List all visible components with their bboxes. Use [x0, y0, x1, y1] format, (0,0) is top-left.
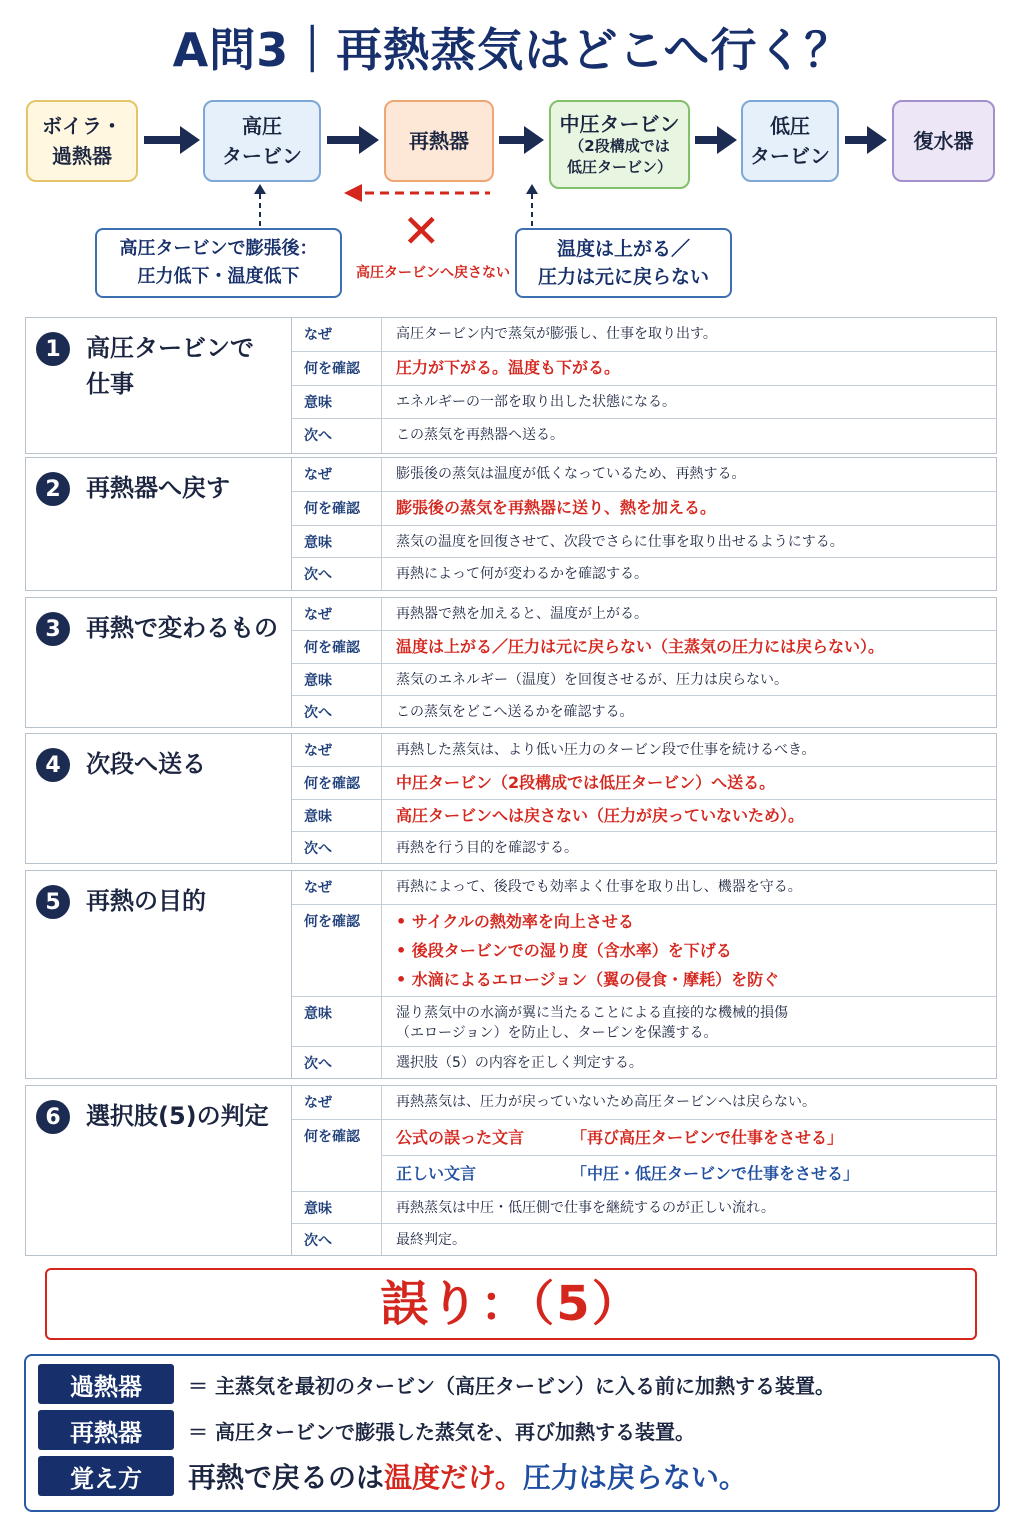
row-why	[292, 458, 996, 492]
section-number-badge: 4	[36, 748, 70, 782]
list-item: • 水滴によるエロージョン（翼の侵食・摩耗）を防ぐ	[396, 970, 780, 989]
section-number-badge: 6	[36, 1100, 70, 1134]
memo-part1: 再熱で戻るのは	[188, 1461, 385, 1494]
hp-note-line2: 圧力低下・温度低下	[137, 266, 300, 287]
row-check	[292, 1120, 996, 1192]
row-label: なぜ	[292, 734, 382, 766]
rh-note-line1: 温度は上がる／	[556, 238, 690, 260]
summary-box	[24, 1354, 1000, 1512]
row-check	[292, 631, 996, 664]
list-item: • 後段タービンでの湿り度（含水率）を下げる	[396, 941, 732, 960]
memo-part2: 温度だけ。	[384, 1461, 523, 1494]
row-text: 温度は上がる／圧力は元に戻らない（主蒸気の圧力には戻らない）。	[396, 637, 885, 656]
summary-row-superheater	[38, 1364, 835, 1404]
flow-arrows	[0, 90, 1024, 230]
check-list	[382, 905, 996, 996]
ip-label-line1: 中圧タービン	[559, 111, 680, 136]
row-why	[292, 598, 996, 631]
row-check	[292, 905, 996, 997]
intermediate-pressure-turbine-box	[549, 100, 690, 189]
lp-label-line2: タービン	[750, 144, 830, 168]
row-label: 意味	[292, 664, 382, 695]
boiler-label-line1: ボイラ・	[42, 114, 122, 138]
row-label: 次へ	[292, 558, 382, 590]
section-5-head	[26, 871, 292, 1078]
page-title: A問3｜再熱蒸気はどこへ行く？	[172, 23, 852, 77]
row-why	[292, 871, 996, 905]
final-answer: 誤り：（5）	[45, 1268, 977, 1340]
row-label: 次へ	[292, 832, 382, 863]
row-check	[292, 492, 996, 526]
row-next	[292, 696, 996, 727]
hp-label-line1: 高圧	[242, 114, 282, 138]
row-text: 再熱によって、後段でも効率よく仕事を取り出し、機器を守る。	[396, 879, 802, 895]
low-pressure-turbine-box	[741, 100, 839, 182]
row-label: 何を確認	[292, 492, 382, 525]
section-title: 次段へ送る	[86, 750, 206, 778]
row-label: なぜ	[292, 458, 382, 491]
row-why	[292, 734, 996, 767]
row-next	[292, 1047, 996, 1078]
section-3	[25, 597, 997, 728]
reheat-note	[515, 228, 732, 298]
row-label: 何を確認	[292, 905, 382, 996]
row-label: 何を確認	[292, 1120, 382, 1191]
meaning-line2: （エロージョン）を防止し、タービンを保護する。	[396, 1025, 718, 1041]
boiler-superheater-box	[26, 100, 138, 182]
correct-wording-text: 「中圧・低圧タービンで仕事をさせる」	[571, 1164, 860, 1183]
section-6	[25, 1085, 997, 1256]
section-2-head	[26, 458, 292, 590]
row-text: この蒸気を再熱器へ送る。	[396, 427, 564, 443]
section-1	[25, 317, 997, 454]
reheater-tag: 再熱器	[38, 1410, 174, 1450]
row-text: 最終判定。	[396, 1232, 466, 1248]
row-text: 再熱器で熱を加えると、温度が上がる。	[396, 606, 648, 622]
section-title	[86, 330, 254, 402]
summary-row-reheater	[38, 1410, 695, 1450]
row-text: 圧力が下がる。温度も下がる。	[396, 358, 621, 377]
row-text: この蒸気をどこへ送るかを確認する。	[396, 704, 634, 720]
section-5	[25, 870, 997, 1079]
superheater-tag: 過熱器	[38, 1364, 174, 1404]
meaning-line1: 湿り蒸気中の水滴が翼に当たることによる直接的な機械的損傷	[396, 1005, 788, 1021]
section-title: 再熱で変わるもの	[86, 614, 278, 642]
row-meaning	[292, 1192, 996, 1224]
row-why	[292, 1086, 996, 1120]
correct-wording-label: 正しい文言	[396, 1164, 477, 1183]
row-next	[292, 558, 996, 590]
row-next	[292, 419, 996, 453]
section-title: 選択肢(5)の判定	[86, 1102, 269, 1130]
section-title-line1: 高圧タービンで	[86, 334, 254, 362]
row-label: なぜ	[292, 598, 382, 630]
ip-label-line2: （2段構成では	[569, 136, 670, 155]
row-label: 何を確認	[292, 352, 382, 385]
correct-wording-line	[382, 1156, 996, 1191]
row-meaning	[292, 526, 996, 558]
section-number-badge: 2	[36, 472, 70, 506]
meaning-text	[382, 997, 996, 1046]
row-text: 蒸気のエネルギー（温度）を回復させるが、圧力は戻らない。	[396, 672, 788, 688]
row-text: 再熱を行う目的を確認する。	[396, 840, 578, 856]
row-text: 蒸気の温度を回復させて、次段でさらに仕事を取り出せるようにする。	[396, 534, 844, 550]
check-comparison	[382, 1120, 996, 1191]
memo-tag: 覚え方	[38, 1456, 174, 1496]
memo-part3: 圧力は戻らない。	[522, 1461, 747, 1494]
reheater-box	[384, 100, 494, 182]
no-return-label: 高圧タービンへ戻さない	[356, 265, 510, 281]
row-check	[292, 767, 996, 800]
row-meaning	[292, 800, 996, 832]
superheater-definition: ＝ 主蒸気を最初のタービン（高圧タービン）に入る前に加熱する装置。	[188, 1373, 835, 1398]
row-text: 再熱蒸気は、圧力が戻っていないため高圧タービンへは戻らない。	[396, 1094, 816, 1110]
section-title-line2: 仕事	[86, 370, 134, 398]
row-text: 選択肢（5）の内容を正しく判定する。	[396, 1055, 643, 1071]
row-next	[292, 1224, 996, 1255]
row-meaning	[292, 997, 996, 1047]
section-number-badge: 1	[36, 332, 70, 366]
lp-label-line1: 低圧	[770, 114, 810, 138]
row-label: 意味	[292, 997, 382, 1046]
row-text: 膨張後の蒸気を再熱器に送り、熱を加える。	[396, 498, 717, 517]
section-6-head	[26, 1086, 292, 1255]
row-label: なぜ	[292, 871, 382, 904]
list-item: • サイクルの熱効率を向上させる	[396, 912, 634, 931]
row-text: 再熱した蒸気は、より低い圧力のタービン段で仕事を続けるべき。	[396, 742, 816, 758]
high-pressure-turbine-box	[203, 100, 321, 182]
cross-icon: ✕	[402, 204, 441, 258]
row-text: 高圧タービン内で蒸気が膨張し、仕事を取り出す。	[396, 326, 717, 342]
row-label: 次へ	[292, 1224, 382, 1255]
section-number-badge: 3	[36, 612, 70, 646]
rh-note-line2: 圧力は元に戻らない	[537, 266, 709, 288]
row-label: 何を確認	[292, 631, 382, 663]
row-text: 高圧タービンへは戻さない（圧力が戻っていないため）。	[396, 806, 805, 825]
condenser-label: 復水器	[913, 129, 974, 153]
row-label: 意味	[292, 526, 382, 557]
reheater-label: 再熱器	[409, 129, 469, 153]
section-title: 再熱器へ戻す	[86, 474, 230, 502]
row-text: 中圧タービン（2段構成では低圧タービン）へ送る。	[396, 773, 776, 792]
row-label: 意味	[292, 386, 382, 418]
hp-label-line2: タービン	[222, 144, 302, 168]
row-label: 次へ	[292, 696, 382, 727]
row-label: 次へ	[292, 419, 382, 453]
row-check	[292, 352, 996, 386]
section-4	[25, 733, 997, 864]
boiler-label-line2: 過熱器	[52, 144, 112, 168]
row-text: 再熱によって何が変わるかを確認する。	[396, 566, 648, 582]
row-next	[292, 832, 996, 863]
hp-note	[95, 228, 342, 298]
hp-note-line1: 高圧タービンで膨張後：	[119, 238, 318, 259]
row-label: なぜ	[292, 318, 382, 351]
row-why	[292, 318, 996, 352]
row-text: エネルギーの一部を取り出した状態になる。	[396, 394, 676, 410]
row-text: 再熱蒸気は中圧・低圧側で仕事を継続するのが正しい流れ。	[396, 1200, 775, 1216]
memo-text	[188, 1456, 747, 1496]
section-title: 再熱の目的	[86, 887, 206, 915]
ip-label-line3: 低圧タービン）	[566, 157, 672, 176]
row-label: 意味	[292, 800, 382, 831]
row-meaning	[292, 386, 996, 419]
row-label: 何を確認	[292, 767, 382, 799]
row-text: 膨張後の蒸気は温度が低くなっているため、再熱する。	[396, 466, 746, 482]
row-label: なぜ	[292, 1086, 382, 1119]
reheater-definition: ＝ 高圧タービンで膨張した蒸気を、再び加熱する装置。	[188, 1419, 695, 1444]
condenser-box	[892, 100, 995, 182]
row-label: 次へ	[292, 1047, 382, 1078]
row-label: 意味	[292, 1192, 382, 1223]
section-number-badge: 5	[36, 885, 70, 919]
wrong-wording-text: 「再び高圧タービンで仕事をさせる」	[571, 1128, 844, 1147]
section-1-head	[26, 318, 292, 453]
section-4-head	[26, 734, 292, 863]
wrong-wording-label: 公式の誤った文言	[396, 1128, 525, 1147]
section-2	[25, 457, 997, 591]
summary-row-memo	[38, 1456, 747, 1496]
wrong-wording-line	[382, 1120, 996, 1156]
section-3-head	[26, 598, 292, 727]
row-meaning	[292, 664, 996, 696]
